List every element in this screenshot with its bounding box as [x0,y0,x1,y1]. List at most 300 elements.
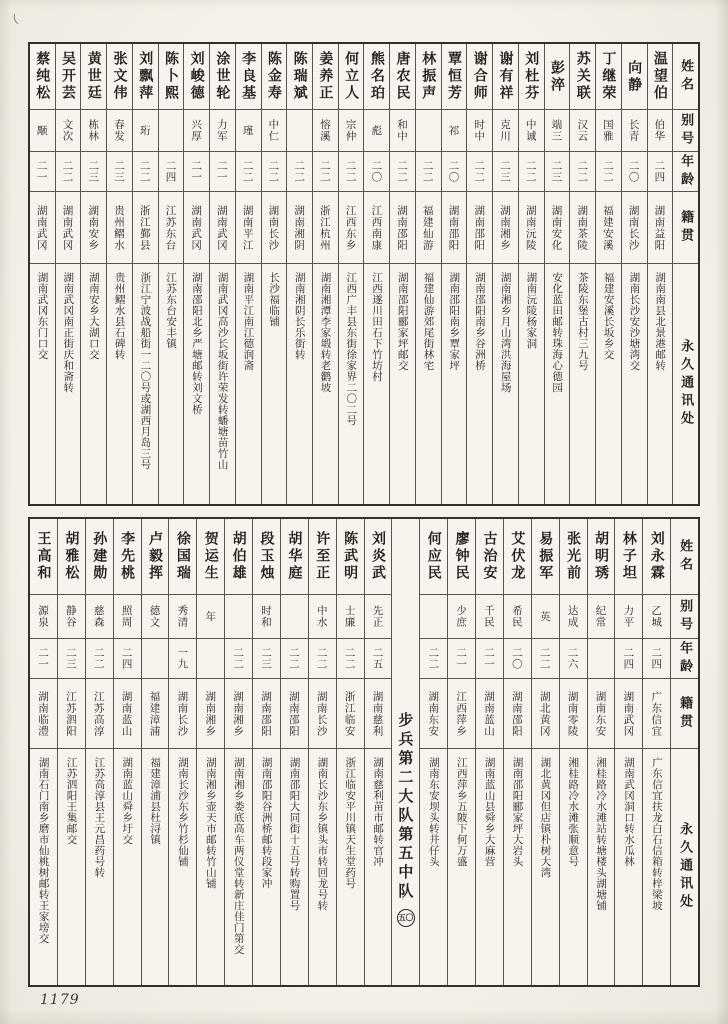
age-value: 二四 [120,647,133,670]
age-cell [339,152,364,192]
native-cell [142,679,169,749]
address-value: 福建漳浦县杜浔镇 [149,757,162,845]
native-cell [448,679,475,749]
age-value: 二一 [35,160,48,183]
person-column [85,519,113,985]
alias-cell [133,110,158,152]
name-cell [596,44,621,110]
person-column [132,44,158,504]
age-value: 二三 [87,160,100,183]
name-cell [390,44,415,110]
age-cell [30,152,55,192]
name-cell [442,44,467,110]
person-column [559,519,587,985]
native-cell [643,679,670,749]
native_place-value: 湖南蓝山 [120,690,133,737]
name-cell [169,519,196,595]
address-value: 湖南湘阴长乐街转 [293,272,306,360]
addr-cell [236,264,261,504]
address-value: 福建安溪长坂乡交 [602,272,615,360]
name-cell [416,44,441,110]
addr-cell [337,749,364,985]
address-value: 湖南湘乡娄底高车两仪堂转新庄佳门第交 [232,757,245,955]
age-cell [86,639,113,679]
name-cell [615,519,642,595]
person-column [106,44,132,504]
addr-cell [30,264,55,504]
name-value: 谢有祥 [497,51,514,102]
name-value: 向静 [626,59,643,94]
alias-value: 少庶 [455,605,468,628]
address-value: 湖南蓝山县舜乡大麻营 [483,757,496,867]
address-value: 湘桂路冷水滩站转塘楼头湖塘铺 [595,757,608,911]
name-cell [560,519,587,595]
row-header-label: 籍贯 [678,209,694,246]
address-value: 安化蓝田邮转珠海心德园 [551,272,564,393]
native_place-value: 湖南益阳 [653,204,666,251]
name-cell [133,44,158,110]
person-column [642,519,670,985]
addr-cell [570,264,595,504]
alias-cell [30,595,57,639]
name-cell [448,519,475,595]
native-cell [262,192,287,264]
row-header-cell-age [673,152,698,192]
name-cell [159,44,184,110]
native_place-value: 湖南沅陵 [524,204,537,251]
native_place-value: 江苏东台 [164,204,177,251]
address-value: 湖南湘乡壶天市邮转竹山铺 [204,757,217,889]
address-value: 福建仙游郊尾街林宅 [422,272,435,371]
name-value: 苏关联 [574,51,591,102]
native_place-value: 湖南邵阳 [473,204,486,251]
alias-cell [159,110,184,152]
row-header-cell-address [673,264,698,504]
header-column [670,519,698,985]
header-column [672,44,698,504]
addr-cell [442,264,467,504]
native-cell [560,679,587,749]
alias-cell [56,110,81,152]
age-cell [56,152,81,192]
name-cell [648,44,673,110]
name-value: 胡雅松 [63,531,80,582]
addr-cell [58,749,85,985]
age-cell [416,152,441,192]
row-header-label: 年龄 [677,640,693,677]
row-header-label: 姓名 [677,538,693,575]
alias-value: 端三 [550,119,563,142]
person-column [183,44,209,504]
addr-cell [643,749,670,985]
addr-cell [56,264,81,504]
age-cell [236,152,261,192]
age-value: 二二 [344,160,357,183]
age-cell [390,152,415,192]
addr-cell [448,749,475,985]
alias-cell [622,110,647,152]
name-cell [622,44,647,110]
alias-value: 先正 [371,605,384,628]
name-value: 熊名珀 [368,51,385,102]
roster-table-top [28,42,700,506]
native_place-value: 湖南东安 [594,690,607,737]
native-cell [339,192,364,264]
age-cell [442,152,467,192]
address-value: 湖南慈利苗市邮转官冲 [372,757,385,867]
address-value: 湖南石门南乡磨市仙桃树邮转王家塝交 [37,757,50,944]
alias-cell [476,595,503,639]
address-value: 江西萍乡五陂下何万盛 [455,757,468,867]
page-number: 1179 [40,992,80,1008]
name-cell [309,519,336,595]
age-cell [648,152,673,192]
native-cell [107,192,132,264]
name-value: 陈金寿 [265,51,282,102]
name-value: 吴开芸 [60,51,76,102]
native-cell [281,679,308,749]
name-value: 刘峻德 [188,51,205,102]
name-value: 林子坦 [620,531,637,582]
native_place-value: 湖南临澧 [36,690,49,737]
addr-cell [262,264,287,504]
age-value: 二六 [566,647,579,670]
age-value: 二二 [318,160,331,183]
age-cell [133,152,158,192]
age-value: 二二 [61,160,74,183]
name-value: 胡华庭 [286,531,303,582]
address-value: 湖南南县北景港邮转 [654,272,667,371]
addr-cell [493,264,518,504]
addr-cell [364,264,389,504]
age-cell [467,152,492,192]
age-cell [643,639,670,679]
addr-cell [476,749,503,985]
native_place-value: 湖南湘乡 [232,690,245,737]
person-column [503,519,531,985]
age-value: 二〇 [447,160,460,183]
alias-cell [236,110,261,152]
native-cell [337,679,364,749]
person-column [261,44,287,504]
alias-cell [287,110,312,152]
name-value: 涂世轮 [214,51,231,102]
age-value: 二二 [396,160,409,183]
alias-value: 达成 [566,605,579,628]
native_place-value: 江西南康 [370,204,383,251]
age-value: 二〇 [510,647,523,670]
native_place-value: 江西萍乡 [455,690,468,737]
address-value: 湖南长沙安沙塘湾交 [628,272,641,371]
address-value: 湖南湘乡月山湾洪海屋场 [499,272,512,393]
native-cell [287,192,312,264]
person-column [441,44,467,504]
name-value: 丁继荣 [600,51,617,102]
address-value: 湖南邵阳南乡覃家坪 [448,272,461,371]
alias-value: 时中 [473,119,486,142]
address-value: 湖南邵阳北乡严塘邮转刘文桥 [190,272,203,415]
alias-cell [588,595,615,639]
addr-cell [210,264,235,504]
native_place-value: 浙江临安 [343,690,356,737]
alias-value: 希民 [510,605,523,628]
native_place-value: 福建仙游 [421,204,434,251]
addr-cell [416,264,441,504]
alias-cell [596,110,621,152]
name-value: 刘炎武 [369,531,386,582]
addr-cell [504,749,531,985]
row-header-cell-native_place [673,192,698,264]
alias-value: 千民 [482,605,495,628]
name-value: 唐农民 [394,51,411,102]
row-header-cell-alias [671,595,698,639]
alias-cell [364,110,389,152]
alias-cell [114,595,141,639]
native-cell [210,192,235,264]
age-cell [159,152,184,192]
alias-cell [313,110,338,152]
age-cell [532,639,559,679]
age-cell [184,152,209,192]
address-value: 湖南武冈洞口转水瓜林 [623,757,635,867]
address-value: 湖南沅陵杨家洞 [525,272,538,349]
alias-value: 中仁 [267,119,280,142]
name-value: 卢毅挥 [146,531,163,582]
native-cell [30,679,57,749]
alias-cell [169,595,196,639]
native-cell [197,679,224,749]
name-value: 艾伏龙 [509,531,526,582]
native_place-value: 江苏高淳 [92,690,105,737]
native-cell [570,192,595,264]
alias-value: 兴厚 [190,119,203,142]
alias-value: 汉云 [576,119,589,142]
name-cell [236,44,261,110]
name-value: 王高和 [35,531,52,582]
age-value: 二三 [64,647,77,670]
addr-cell [596,264,621,504]
alias-cell [643,595,670,639]
alias-cell [442,110,467,152]
native-cell [309,679,336,749]
addr-cell [545,264,570,504]
addr-cell [622,264,647,504]
name-cell [588,519,615,595]
name-cell [210,44,235,110]
alias-cell [532,595,559,639]
person-column [80,44,106,504]
age-value: 二二 [92,647,105,670]
alias-value: 静谷 [64,605,77,628]
addr-cell [253,749,280,985]
alias-cell [420,595,447,639]
native_place-value: 湖南长沙 [267,204,280,251]
alias-cell [390,110,415,152]
age-cell [364,152,389,192]
person-column [235,44,261,504]
native-cell [493,192,518,264]
addr-cell [281,749,308,985]
unit-title: 步兵第二大队第五中队 [396,712,415,902]
alias-value: 英 [538,610,551,623]
address-value: 湖南邵阳大同街十五号转购置号 [288,757,301,911]
native_place-value: 湖南零陵 [566,690,579,737]
native_place-value: 湖南长沙 [315,690,328,737]
name-cell [142,519,169,595]
age-value: 二三 [550,160,563,183]
alias-value: 和中 [396,119,409,142]
person-column [57,519,85,985]
age-value: 二二 [576,160,589,183]
row-header-cell-address [671,749,698,985]
age-cell [448,639,475,679]
name-cell [30,519,57,595]
native_place-value: 湖北黄冈 [538,690,551,737]
address-value: 湖南长沙东乡镇头市转回龙号转 [316,757,329,911]
scan-smudge: ( [10,11,20,27]
address-value: 江西遂川田石下竹坊村 [371,272,383,382]
age-cell [560,639,587,679]
native-cell [184,192,209,264]
age-cell [476,639,503,679]
native-cell [420,679,447,749]
person-column [447,519,475,985]
name-cell [197,519,224,595]
name-value: 廖钟民 [453,531,470,582]
alias-cell [504,595,531,639]
person-column [544,44,570,504]
alias-value: 力军 [215,119,228,142]
age-value: 二三 [498,160,511,183]
alias-cell [58,595,85,639]
addr-cell [197,749,224,985]
addr-cell [615,749,642,985]
age-cell [107,152,132,192]
native-cell [442,192,467,264]
age-cell [81,152,106,192]
age-cell [262,152,287,192]
address-value: 江苏高淳县王元昌药号转 [93,757,106,878]
person-column [621,44,647,504]
age-value: 二二 [421,160,434,183]
row-header-label: 籍贯 [677,695,693,732]
age-cell [570,152,595,192]
address-value: 浙江宁波战船街一二〇号或湖西月岛三号 [139,272,152,470]
addr-cell [184,264,209,504]
person-column [209,44,235,504]
age-value: 二三 [259,647,272,670]
native_place-value: 浙江杭州 [318,204,331,251]
address-value: 江苏东台安丰镇 [165,272,178,349]
age-cell [225,639,252,679]
age-value: 二二 [315,647,328,670]
name-value: 许至正 [314,531,331,582]
native-cell [30,192,55,264]
alias-value: 伯华 [653,119,666,142]
name-cell [114,519,141,595]
age-value: 一九 [176,647,189,670]
age-cell [114,639,141,679]
alias-value: 长青 [627,119,640,142]
name-cell [364,44,389,110]
row-header-cell-alias [673,110,698,152]
native-cell [615,679,642,749]
alias-cell [142,595,169,639]
native-cell [81,192,106,264]
name-value: 蔡纯松 [34,51,51,102]
alias-cell [493,110,518,152]
person-column [419,519,447,985]
row-header-label: 永久通讯处 [678,339,694,429]
age-cell [365,639,392,679]
age-value: 二二 [267,160,280,183]
age-value: 二二 [241,160,254,183]
age-value: 二二 [287,647,300,670]
age-cell [519,152,544,192]
name-value: 易振军 [537,531,554,582]
address-value: 湖南东安坝头转井仔头 [427,757,440,867]
native_place-value: 湖南湘乡 [498,204,511,251]
native_place-value: 福建安溪 [601,204,614,251]
addr-cell [225,749,252,985]
name-value: 张文伟 [111,51,128,102]
row-header-label: 永久通讯处 [677,822,693,912]
native_place-value: 湖南东安 [427,690,440,737]
age-value: 二四 [650,647,663,670]
person-column [595,44,621,504]
addr-cell [30,749,57,985]
native_place-value: 浙江鄞县 [138,204,151,251]
native_place-value: 江西东乡 [344,204,357,251]
row-header-label: 姓名 [678,58,694,95]
address-value: 湖南湘潭李家塅转老鹳坡 [319,272,332,393]
alias-value: 颙 [35,124,48,137]
addr-cell [365,749,392,985]
address-value: 湖南邵阳谷洲桥邮转段家冲 [260,757,273,889]
address-value: 广东信宜扶龙白石信箱转梓梁坡 [650,757,663,911]
age-cell [169,639,196,679]
alias-value: 中诚 [524,119,537,142]
age-cell [493,152,518,192]
name-cell [58,519,85,595]
alias-cell [339,110,364,152]
age-value: 二一 [36,647,49,670]
person-column [30,519,57,985]
name-value: 刘永霖 [648,531,665,582]
address-value: 江苏泗阳王集邮交 [65,757,78,845]
native_place-value: 湖南武冈 [61,204,74,251]
alias-cell [519,110,544,152]
age-value: 二一 [190,160,203,183]
age-value: 二二 [232,647,245,670]
native_place-value: 湖南武冈 [215,204,228,251]
address-value: 湖南长沙东乡竹杉仙铺 [177,757,189,867]
native-cell [236,192,261,264]
person-column [196,519,224,985]
addr-cell [532,749,559,985]
age-cell [142,639,169,679]
name-value: 温望伯 [651,51,668,102]
person-column [569,44,595,504]
person-column [224,519,252,985]
native_place-value: 湖南邵阳 [396,204,409,251]
name-value: 古治安 [481,531,498,582]
person-column [389,44,415,504]
row-header-cell-name [673,44,698,110]
native_place-value: 湖南邵阳 [287,690,300,737]
age-value: 二〇 [627,160,640,183]
name-cell [476,519,503,595]
